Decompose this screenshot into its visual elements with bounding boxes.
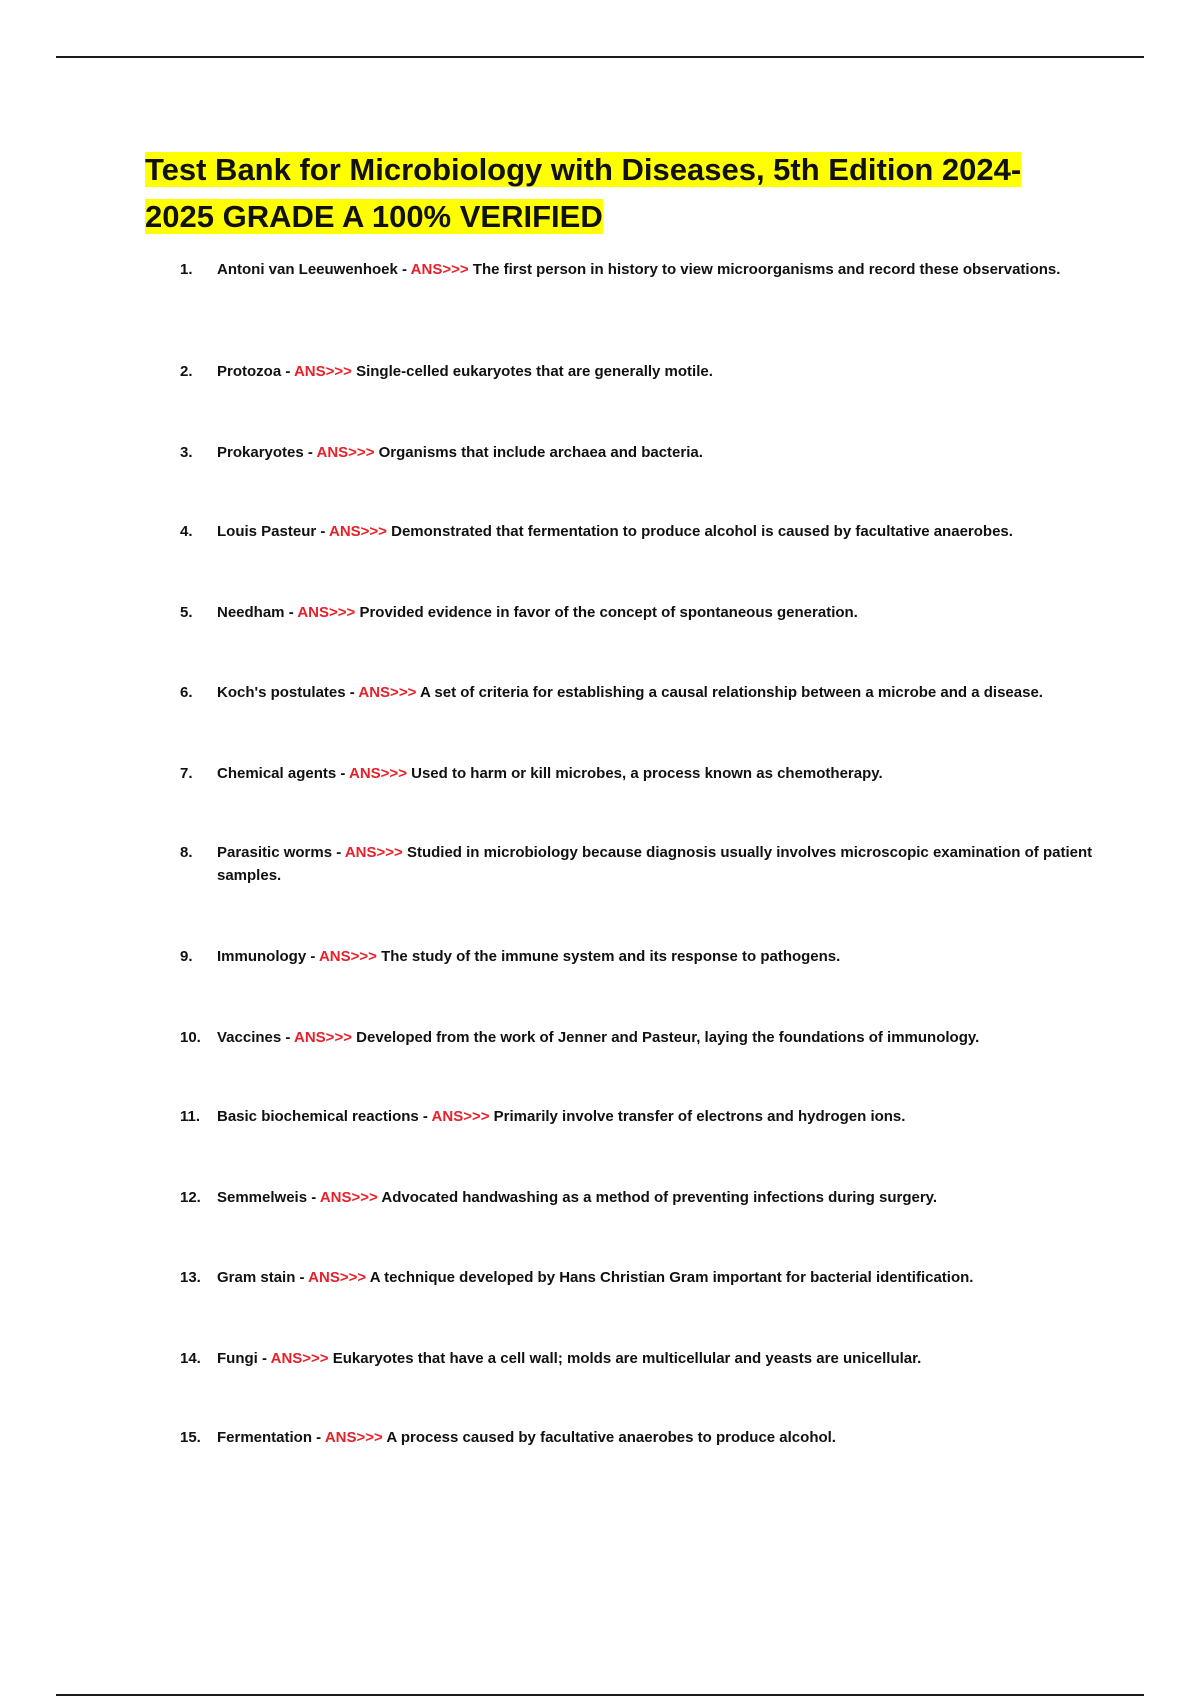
answer-marker: ANS>>> [410, 261, 469, 278]
item-definition: Used to harm or kill microbes, a process known as chemotherapy. [411, 765, 883, 782]
item-number: 10. [180, 1029, 201, 1046]
item-number: 15. [180, 1429, 201, 1446]
item-body [217, 1266, 1100, 1289]
item-number: 2. [180, 363, 193, 380]
item-number: 1. [180, 261, 193, 278]
item-term: Louis Pasteur - [217, 523, 326, 540]
list-item [180, 360, 1100, 383]
item-definition: Provided evidence in favor of the concept of spontaneous generation. [359, 604, 858, 621]
item-number: 8. [180, 844, 193, 861]
list-item [180, 945, 1100, 968]
item-number: 9. [180, 948, 193, 965]
item-term: Chemical agents - [217, 765, 346, 782]
item-term: Koch's postulates - [217, 684, 355, 701]
answer-marker: ANS>>> [308, 1269, 367, 1286]
item-body [217, 601, 1100, 624]
list-item [180, 762, 1100, 785]
item-number: 14. [180, 1350, 201, 1367]
item-number: 3. [180, 444, 193, 461]
list-item [180, 841, 1100, 887]
item-term: Semmelweis - [217, 1189, 317, 1206]
list-item [180, 1105, 1100, 1128]
item-body [217, 1347, 1100, 1370]
item-term: Needham - [217, 604, 294, 621]
item-body [217, 441, 1100, 464]
item-term: Prokaryotes - [217, 444, 313, 461]
item-body [217, 681, 1100, 704]
list-item [180, 601, 1100, 624]
list-item [180, 1186, 1100, 1209]
item-definition: Single-celled eukaryotes that are generally motile. [356, 363, 713, 380]
item-number: 6. [180, 684, 193, 701]
item-number: 5. [180, 604, 193, 621]
item-body [217, 1105, 1100, 1128]
item-body [217, 1026, 1100, 1049]
answer-marker: ANS>>> [316, 444, 375, 461]
answer-marker: ANS>>> [324, 1429, 383, 1446]
item-body [217, 1426, 1100, 1449]
item-definition: Primarily involve transfer of electrons and hydrogen ions. [493, 1108, 906, 1125]
answer-marker: ANS>>> [344, 844, 403, 861]
bottom-rule [56, 1694, 1144, 1696]
item-term: Immunology - [217, 948, 316, 965]
item-body [217, 841, 1100, 887]
list-item [180, 1347, 1100, 1370]
item-number: 11. [180, 1108, 201, 1125]
list-item [180, 258, 1100, 281]
item-term: Fungi - [217, 1350, 267, 1367]
answer-marker: ANS>>> [328, 523, 387, 540]
list-item [180, 681, 1100, 704]
item-number: 13. [180, 1269, 201, 1286]
item-definition: Demonstrated that fermentation to produce alcohol is caused by facultative anaerobes. [391, 523, 1013, 540]
answer-marker: ANS>>> [349, 765, 407, 782]
answer-marker: ANS>>> [270, 1350, 329, 1367]
item-definition: A process caused by facultative anaerobes to produce alcohol. [386, 1429, 836, 1446]
item-body [217, 520, 1100, 543]
answer-marker: ANS>>> [358, 684, 417, 701]
item-body [217, 945, 1100, 968]
item-term: Antoni van Leeuwenhoek - [217, 261, 408, 278]
item-number: 12. [180, 1189, 201, 1206]
list-item [180, 1026, 1100, 1049]
answer-marker: ANS>>> [294, 1029, 352, 1046]
answer-marker: ANS>>> [431, 1108, 490, 1125]
list-item [180, 441, 1100, 464]
item-term: Protozoa - [217, 363, 291, 380]
list-item [180, 1426, 1100, 1449]
item-term: Gram stain - [217, 1269, 305, 1286]
answer-marker: ANS>>> [319, 1189, 378, 1206]
item-body [217, 258, 1100, 281]
list-item [180, 1266, 1100, 1289]
item-body [217, 762, 1100, 785]
answer-marker: ANS>>> [293, 363, 352, 380]
item-definition: The first person in history to view microorganisms and record these observations. [472, 261, 1061, 278]
answer-marker: ANS>>> [318, 948, 377, 965]
answer-marker: ANS>>> [297, 604, 356, 621]
item-definition: A technique developed by Hans Christian Gram important for bacterial identification. [369, 1269, 974, 1286]
item-term: Fermentation - [217, 1429, 322, 1446]
item-term: Parasitic worms - [217, 844, 342, 861]
item-definition: A set of criteria for establishing a causal relationship between a microbe and a disease. [419, 684, 1043, 701]
item-body [217, 360, 1100, 383]
item-number: 4. [180, 523, 193, 540]
item-definition: Advocated handwashing as a method of preventing infections during surgery. [381, 1189, 938, 1206]
item-definition: Eukaryotes that have a cell wall; molds are multicellular and yeasts are unicellular. [332, 1350, 922, 1367]
item-definition: Developed from the work of Jenner and Pasteur, laying the foundations of immunology. [356, 1029, 980, 1046]
item-body [217, 1186, 1100, 1209]
item-definition: Organisms that include archaea and bacteria. [378, 444, 703, 461]
title-highlight: Test Bank for Microbiology with Diseases, 5th Edition 2024-2025 GRADE A 100% VERIFIED [145, 152, 1022, 234]
item-term: Vaccines - [217, 1029, 291, 1046]
item-number: 7. [180, 765, 193, 782]
item-definition: The study of the immune system and its response to pathogens. [381, 948, 841, 965]
item-definition: Studied in microbiology because diagnosis usually involves microscopic examination of patient samples. [217, 844, 1093, 884]
item-term: Basic biochemical reactions - [217, 1108, 428, 1125]
list-item [180, 520, 1100, 543]
